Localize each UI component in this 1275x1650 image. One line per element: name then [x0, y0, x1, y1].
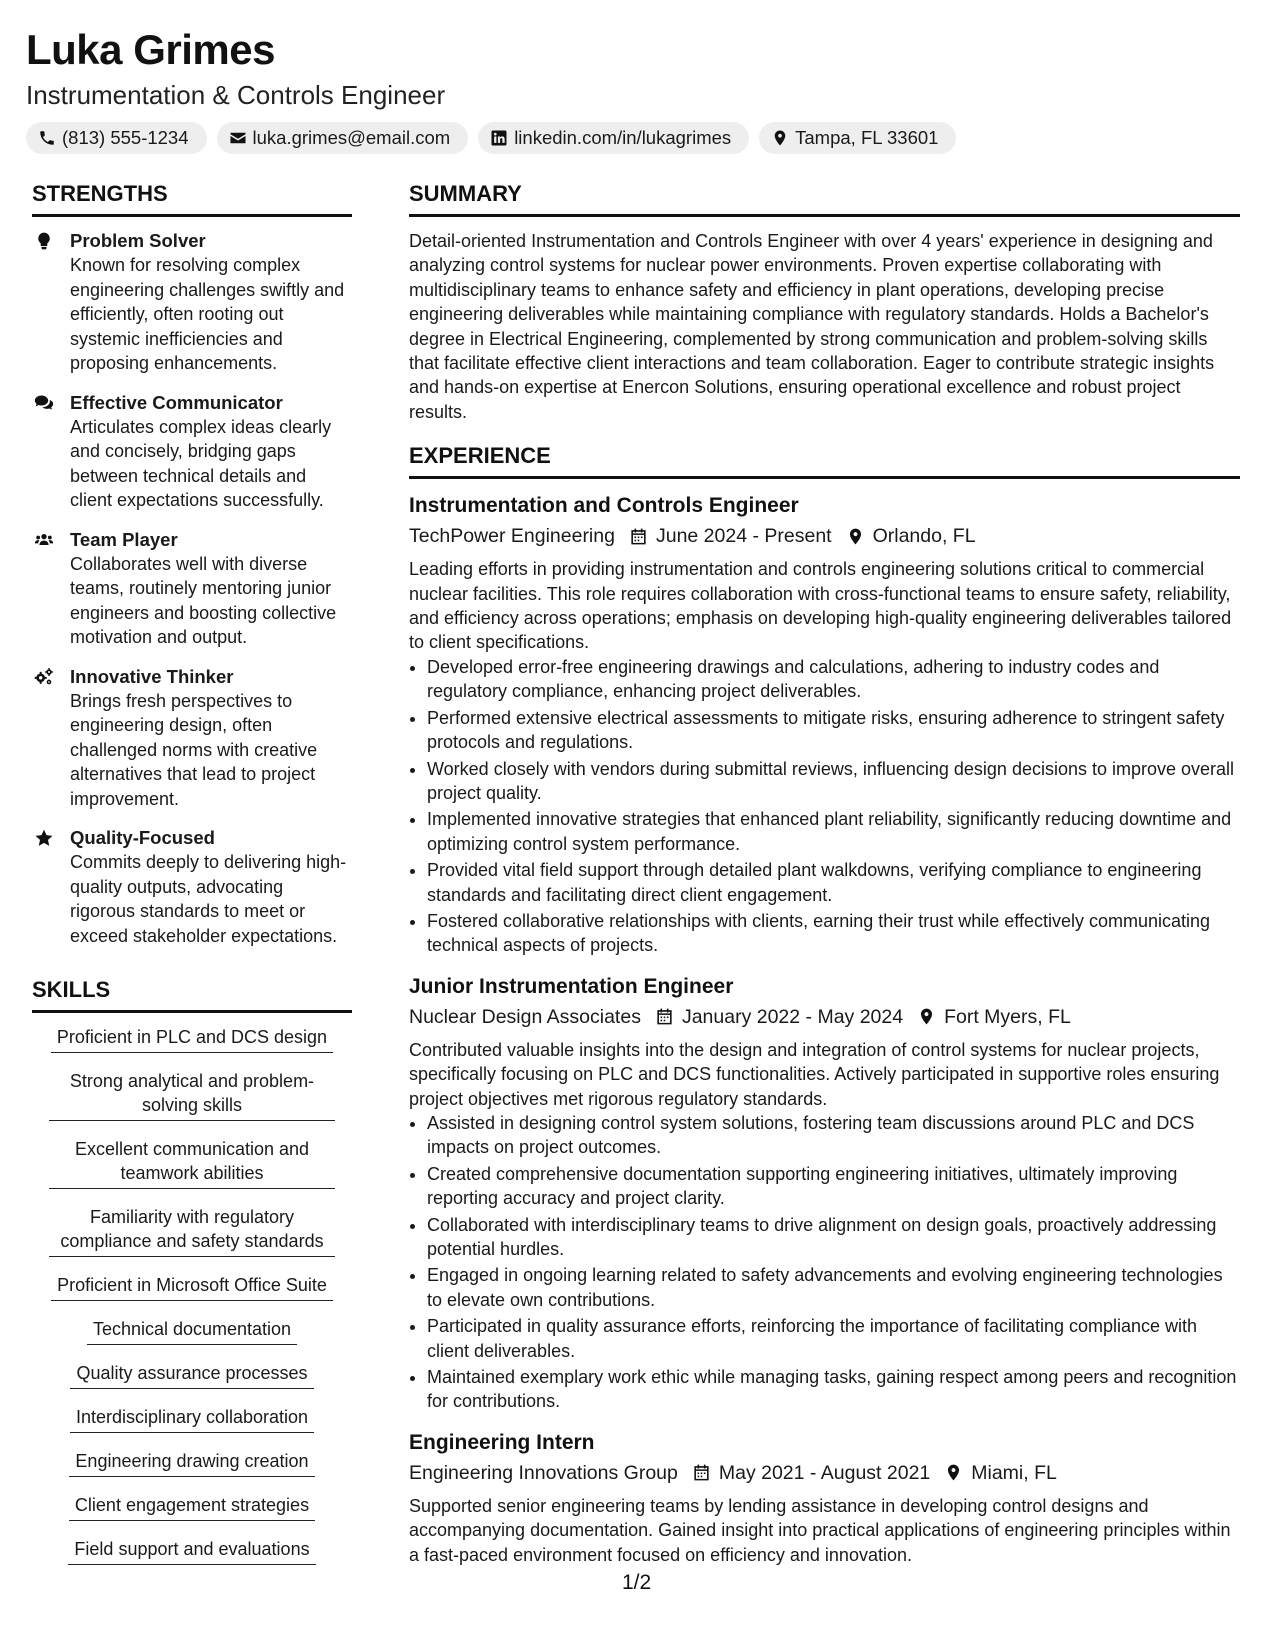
job-meta	[409, 1458, 1240, 1488]
job-entry	[409, 1428, 1240, 1567]
job-title: Instrumentation and Controls Engineer	[409, 494, 799, 518]
skills-list	[32, 1025, 352, 1581]
calendar-icon	[692, 1463, 711, 1482]
job-company: Nuclear Design Associates	[409, 1005, 641, 1028]
phone-text: (813) 555-1234	[62, 127, 189, 148]
job-entry	[409, 491, 1240, 958]
skill-item: Strong analytical and problem-solving skills	[49, 1069, 335, 1121]
strengths-section	[32, 178, 352, 963]
comments-icon	[33, 393, 55, 413]
section-divider	[409, 476, 1240, 479]
strength-item	[32, 665, 352, 812]
job-title: Junior Instrumentation Engineer	[409, 974, 734, 998]
star-icon	[33, 828, 55, 848]
gears-icon	[33, 667, 55, 687]
job-meta	[409, 521, 1240, 551]
strength-description: Articulates complex ideas clearly and concisely, bridging gaps between technical details and client expectations successfully.	[70, 416, 332, 510]
job-company: Engineering Innovations Group	[409, 1461, 678, 1484]
bullet-item: • Fostered collaborative relationships with clients, earning their trust while effectively communicating technical aspects of projects.	[427, 909, 1240, 958]
map-pin-icon	[917, 1007, 936, 1026]
bullet-item: • Engaged in ongoing learning related to safety advancements and evolving engineering technologies to elevate own contributions.	[427, 1263, 1240, 1312]
strength-name: Team Player	[70, 528, 178, 550]
experience-heading: EXPERIENCE	[409, 443, 551, 469]
strength-description: Commits deeply to delivering high-quality outputs, advocating rigorous standards to meet or exceed stakeholder expectations.	[70, 852, 347, 946]
strength-description: Known for resolving complex engineering challenges swiftly and efficiently, often rooting out systemic inefficiencies and proposing enhancements.	[70, 255, 345, 373]
linkedin-text: linkedin.com/in/lukagrimes	[514, 127, 732, 148]
strengths-heading: STRENGTHS	[32, 181, 168, 206]
job-description: Supported senior engineering teams by lending assistance in developing control designs and accompanying documentation. Gained insight into practical applications of engineering principles within a fast-paced environment focused on efficiency and innovation.	[409, 1495, 1231, 1565]
summary-text: Detail-oriented Instrumentation and Controls Engineer with over 4 years' experience in designing and analyzing control systems for nuclear power environments. Proven expertise collaborating with multidisciplinary teams to enhance safety and efficiency in plant operations, developing precise engineering deliverables while maintaining compliance with regulatory standards. Holds a Bachelor's degree in Electrical Engineering, complemented by strong communication and problem-solving skills that facilitate effective client interactions and team collaboration. Eager to contribute strategic insights and hands-on expertise at Enercon Solutions, ensuring operational excellence and robust project results.	[409, 231, 1215, 422]
skill-item: Proficient in Microsoft Office Suite	[51, 1273, 333, 1301]
strength-name: Effective Communicator	[70, 391, 283, 413]
map-pin-icon	[846, 527, 865, 546]
strength-item	[32, 826, 352, 948]
job-description: Leading efforts in providing instrumentation and controls engineering solutions critical to commercial nuclear facilities. This role requires collaboration with cross-functional teams to ensure safety, reliability, and efficiency across operations; emphasis on developing high-quality engineering deliverables tailored to client specifications.	[409, 559, 1232, 653]
linkedin-icon	[490, 129, 508, 147]
skill-item: Client engagement strategies	[69, 1493, 315, 1521]
candidate-name: Luka Grimes	[26, 26, 275, 73]
job-meta	[409, 1002, 1240, 1032]
bullet-item: • Participated in quality assurance efforts, reinforcing the importance of facilitating compliance with client deliverables.	[427, 1314, 1240, 1363]
skills-section	[32, 974, 352, 1581]
lightbulb-icon	[33, 231, 55, 251]
skill-item: Field support and evaluations	[68, 1537, 315, 1565]
map-pin-icon	[944, 1463, 963, 1482]
bullet-item: • Worked closely with vendors during submittal reviews, influencing design decisions to improve overall project quality.	[427, 757, 1240, 806]
job-dates: January 2022 - May 2024	[681, 1005, 904, 1028]
map-pin-icon	[771, 129, 789, 147]
bullet-item: • Provided vital field support through detailed plant walkdowns, verifying compliance to engineering standards and facilitating direct client engagement.	[427, 858, 1240, 907]
skill-item: Technical documentation	[87, 1317, 297, 1345]
email-text: luka.grimes@email.com	[252, 127, 451, 148]
job-location: Miami, FL	[971, 1461, 1057, 1484]
section-divider	[409, 214, 1240, 217]
contact-bar	[26, 122, 1249, 154]
users-icon	[33, 530, 55, 550]
skill-item: Familiarity with regulatory compliance and safety standards	[49, 1205, 335, 1257]
candidate-title: Instrumentation & Controls Engineer	[26, 80, 446, 110]
calendar-icon	[629, 527, 648, 546]
section-divider	[32, 1010, 352, 1013]
job-company: TechPower Engineering	[409, 525, 615, 548]
strength-description: Collaborates well with diverse teams, routinely mentoring junior engineers and boosting collective motivation and output.	[70, 553, 337, 647]
strength-description: Brings fresh perspectives to engineering design, often challenged norms with creative alternatives that lead to project improvement.	[70, 690, 318, 809]
skill-item: Engineering drawing creation	[69, 1449, 314, 1477]
bullet-item: • Performed extensive electrical assessments to mitigate risks, ensuring adherence to stringent safety protocols and regulations.	[427, 706, 1240, 755]
skill-item: Quality assurance processes	[70, 1361, 313, 1389]
summary-heading: SUMMARY	[409, 181, 522, 206]
job-bullets	[409, 655, 1240, 958]
job-title: Engineering Intern	[409, 1430, 595, 1454]
strength-name: Problem Solver	[70, 230, 206, 251]
envelope-icon	[229, 129, 247, 147]
bullet-item: • Maintained exemplary work ethic while managing tasks, gaining respect among peers and recognition for contributions.	[427, 1365, 1240, 1414]
bullet-item: • Developed error-free engineering drawings and calculations, adhering to industry codes and regulatory compliance, enhancing project deliverables.	[427, 655, 1240, 704]
bullet-item: • Created comprehensive documentation supporting engineering initiatives, ultimately improving reporting accuracy and project clarity.	[427, 1162, 1240, 1211]
contact-location	[759, 122, 956, 154]
job-bullets	[409, 1111, 1240, 1414]
page-number: 1/2	[622, 1571, 652, 1594]
section-divider	[32, 214, 352, 217]
job-entry	[409, 972, 1240, 1414]
skill-item: Proficient in PLC and DCS design	[51, 1025, 333, 1053]
job-location: Orlando, FL	[872, 525, 976, 548]
skill-item: Excellent communication and teamwork abilities	[49, 1137, 335, 1189]
phone-icon	[38, 129, 56, 147]
bullet-item: • Assisted in designing control system solutions, fostering team discussions around PLC and DCS impacts on project outcomes.	[427, 1111, 1240, 1160]
contact-email[interactable]	[217, 122, 469, 154]
job-description: Contributed valuable insights into the design and integration of control systems for nuclear projects, specifically focusing on PLC and DCS functionalities. Actively participated in supportive roles ensuring project objectives met rigorous regulatory standards.	[409, 1039, 1220, 1109]
skills-heading: SKILLS	[32, 977, 111, 1002]
contact-linkedin[interactable]	[478, 122, 749, 154]
bullet-item: • Collaborated with interdisciplinary teams to drive alignment on design goals, proactively addressing potential hurdles.	[427, 1213, 1240, 1262]
job-location: Fort Myers, FL	[944, 1005, 1071, 1028]
contact-phone[interactable]	[26, 122, 207, 154]
bullet-item: • Implemented innovative strategies that enhanced plant reliability, significantly reducing downtime and optimizing control system performance.	[427, 807, 1240, 856]
job-dates: May 2021 - August 2021	[718, 1461, 931, 1484]
strength-item	[32, 391, 352, 513]
job-dates: June 2024 - Present	[655, 525, 832, 548]
calendar-icon	[655, 1007, 674, 1026]
strength-item	[32, 528, 352, 650]
resume-header	[26, 22, 1249, 154]
skill-item: Interdisciplinary collaboration	[70, 1405, 314, 1433]
strength-name: Quality-Focused	[70, 827, 215, 848]
strength-item	[32, 229, 352, 376]
strength-name: Innovative Thinker	[70, 665, 234, 687]
main-column	[409, 178, 1240, 1581]
location-text: Tampa, FL 33601	[795, 127, 939, 148]
